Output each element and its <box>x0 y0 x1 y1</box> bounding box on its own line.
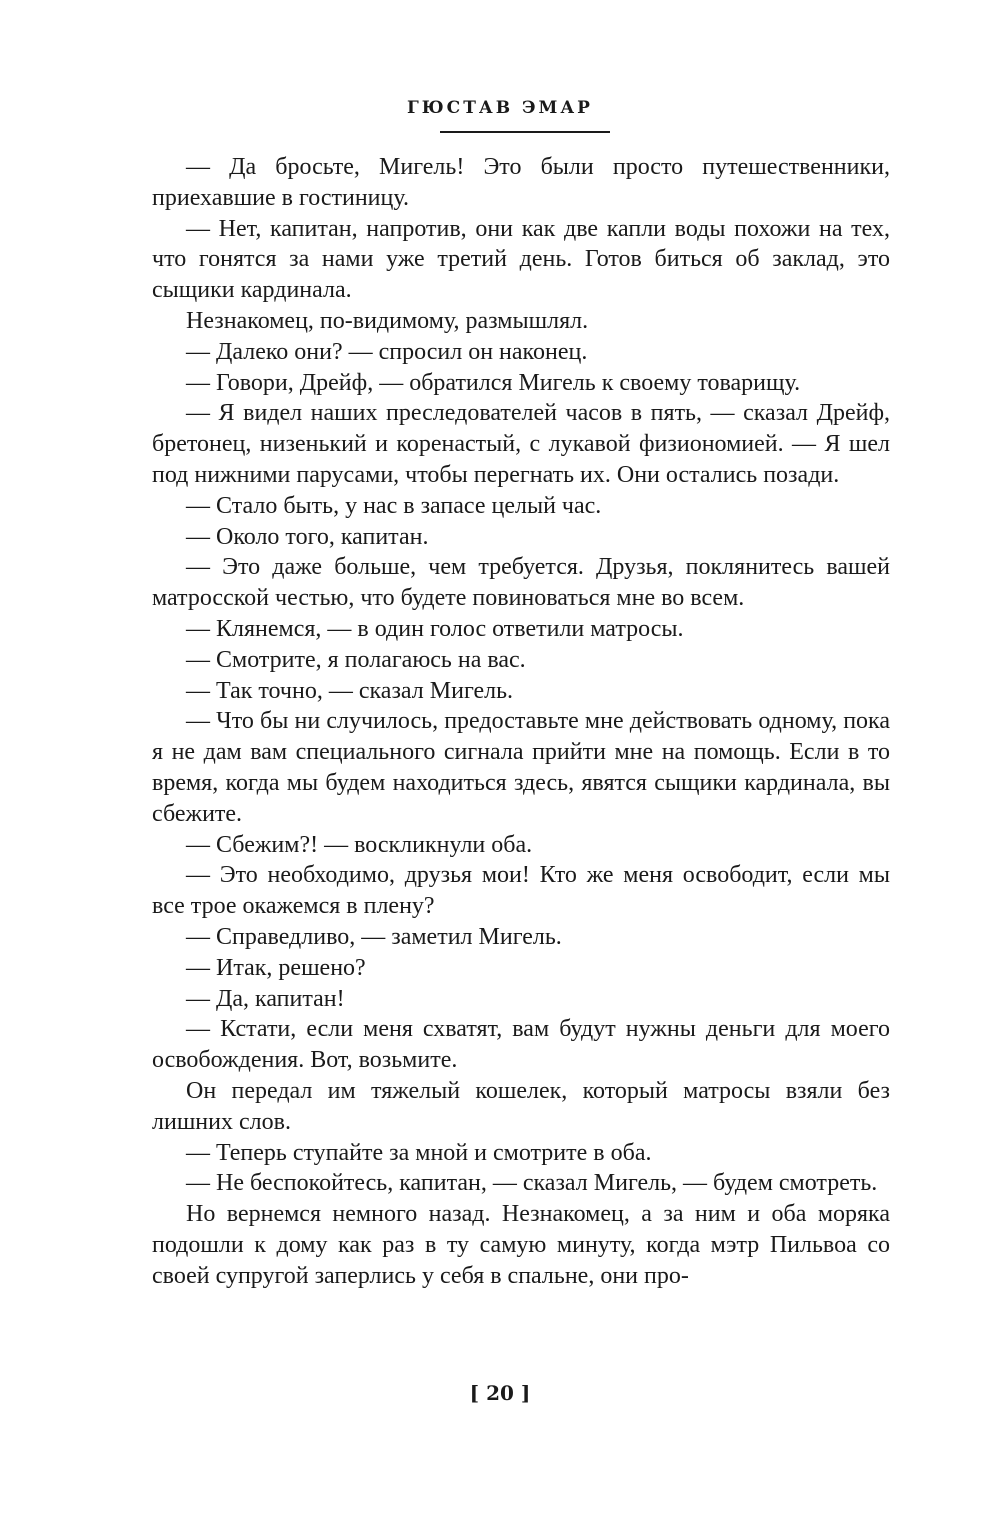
paragraph: Но вернемся немного назад. Незнакомец, а за ним и оба моряка подошли к дому как раз в ту самую минуту, когда мэтр Пильвоа со своей супругой заперлись у себя в спальне, они про- <box>152 1201 890 1289</box>
paragraph: — Теперь ступайте за мной и смотрите в оба. <box>186 1139 652 1166</box>
paragraph: Он передал им тяжелый кошелек, который матросы взяли без лишних слов. <box>152 1077 890 1135</box>
paragraph: — Я видел наших преследователей часов в пять, — сказал Дрейф, бретонец, низенький и коренастый, с лукавой физиономией. — Я шел под нижними парусами, чтобы перегнать их. Они остались позади. <box>152 400 890 488</box>
paragraph: — Стало быть, у нас в запасе целый час. <box>186 492 602 519</box>
paragraph: — Это необходимо, друзья мои! Кто же меня освободит, если мы все трое окажемся в плену? <box>152 862 890 920</box>
body-text <box>152 152 890 1291</box>
paragraph: — Сбежим?! — воскликнули оба. <box>186 831 533 858</box>
paragraph: — Далеко они? — спросил он наконец. <box>186 338 588 365</box>
paragraph: — Кстати, если меня схватят, вам будут нужны деньги для моего освобождения. Вот, возьмите. <box>152 1016 890 1074</box>
paragraph: — Клянемся, — в один голос ответили матросы. <box>186 615 684 642</box>
paragraph: — Говори, Дрейф, — обратился Мигель к своему товарищу. <box>186 369 801 396</box>
paragraph: — Около того, капитан. <box>186 523 429 550</box>
paragraph: — Справедливо, — заметил Мигель. <box>186 923 562 950</box>
paragraph: Незнакомец, по-видимому, размышлял. <box>186 307 589 334</box>
paragraph: — Не беспокойтесь, капитан, — сказал Мигель, — будем смотреть. <box>186 1170 878 1197</box>
paragraph: — Да, капитан! <box>186 985 345 1012</box>
paragraph: — Смотрите, я полагаюсь на вас. <box>186 646 526 673</box>
header-rule <box>440 131 610 133</box>
paragraph: — Так точно, — сказал Мигель. <box>186 677 514 704</box>
paragraph: — Да бросьте, Мигель! Это были просто путешественники, приехавшие в гостиницу. <box>152 154 890 211</box>
paragraph: — Это даже больше, чем требуется. Друзья, поклянитесь вашей матросской честью, что будете повиноваться мне во всем. <box>152 554 890 612</box>
running-header: ГЮСТАВ ЭМАР <box>407 98 593 118</box>
page-number: [ 20 ] <box>469 1381 531 1405</box>
paragraph: — Нет, капитан, напротив, они как две капли воды похожи на тех, что гонятся за нами уже третий день. Готов биться об заклад, это сыщики кардинала. <box>152 215 890 304</box>
paragraph: — Итак, решено? <box>186 954 366 981</box>
paragraph: — Что бы ни случилось, предоставьте мне действовать одному, пока я не дам вам специального сигнала прийти мне на помощь. Если в то время, когда мы будем находиться здесь, явятся сыщики кардинала, вы сбежите. <box>152 708 890 827</box>
